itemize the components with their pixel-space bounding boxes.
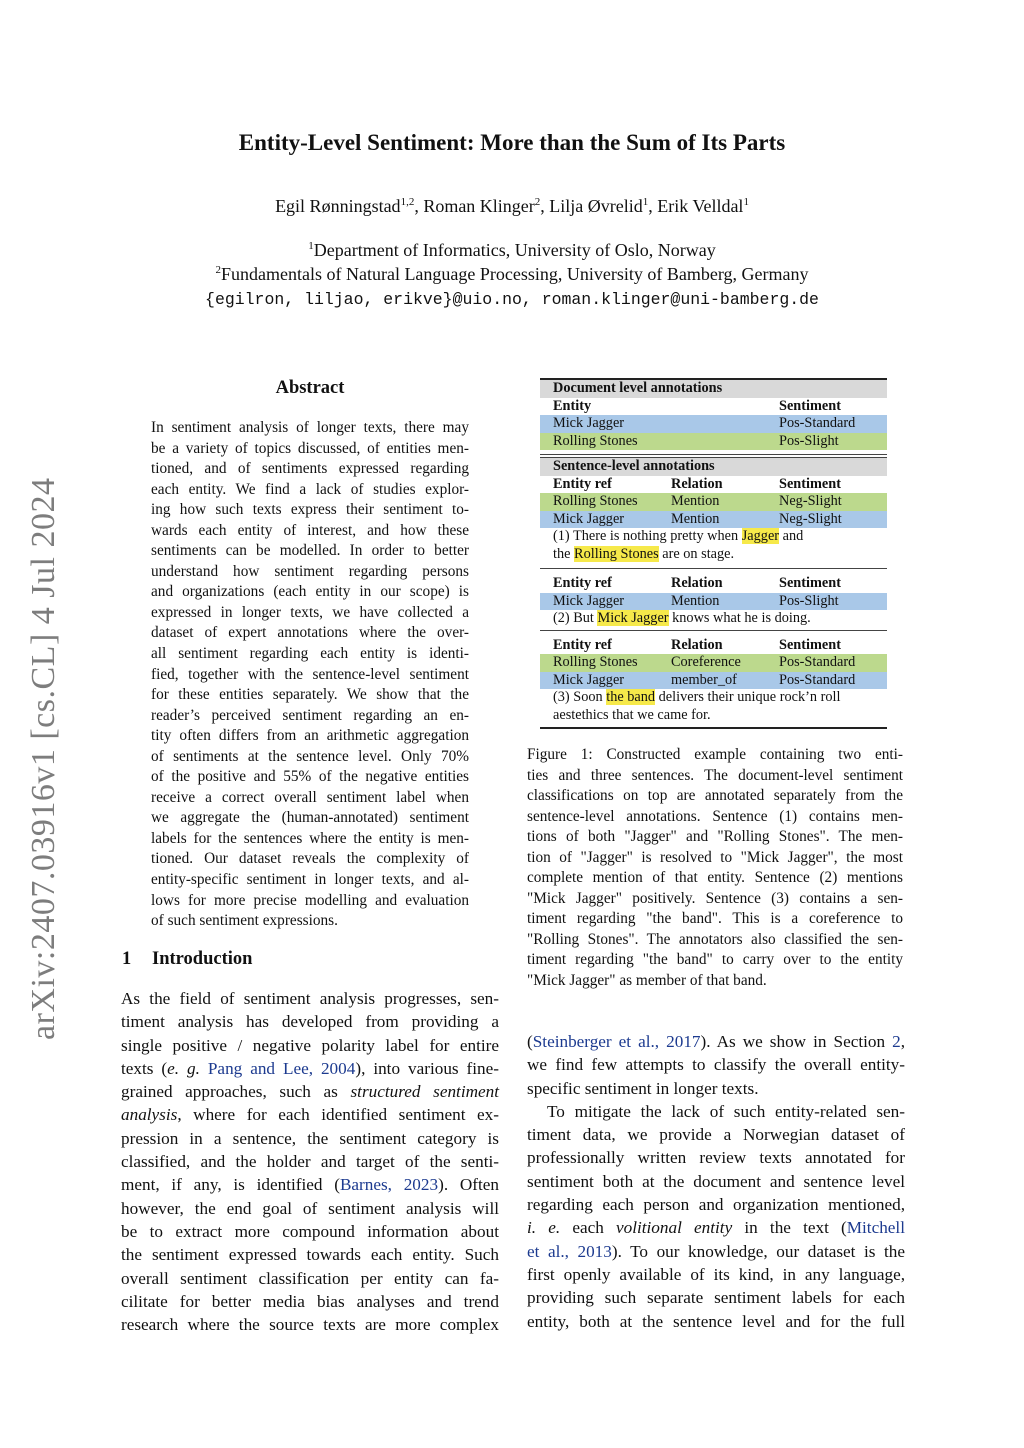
- caption-line: "Mick Jagger" positively. Sentence (3) contains a sen-: [527, 889, 903, 907]
- abstract-line: tity often differs from an arithmetic aggregation: [151, 727, 469, 745]
- doc-level-header: Document level annotations: [540, 380, 887, 398]
- abstract-line: sentiments can be modelled. In order to better: [151, 542, 469, 560]
- abstract-line: tioned, and of sentiments expressed regarding: [151, 460, 469, 478]
- author-emails: {egilron, liljao, erikve}@uio.no, roman.klinger@uni-bamberg.de: [205, 290, 819, 309]
- section-heading: [122, 949, 252, 970]
- section-ref-link[interactable]: 2: [892, 1032, 901, 1051]
- author-affiliation-mark: 2: [534, 196, 541, 208]
- caption-line: ties and three sentences. The document-level sentiment: [527, 766, 903, 784]
- abstract-line: reader’s perceived sentiment regarding an en-: [151, 706, 469, 724]
- table-row: Rolling Stones Pos-Slight: [540, 433, 887, 451]
- table-row: Rolling Stones Mention Neg-Slight: [540, 493, 887, 511]
- author-affiliation-mark: 1: [743, 196, 749, 208]
- section-number: 1: [122, 949, 132, 969]
- caption-line: "Rolling Stones". The annotators also classified the sen-: [527, 930, 903, 948]
- intro-paragraph-right: (Steinberger et al., 2017). As we show in Section 2, we find few attempts to classify the overall entity- specific sentiment in longer texts. To mitigate the lack of such entity-related sen- timent data, we provide a Norwegian dataset of professionally written review texts annotated for sentiment both at the document and sentence level regarding each person and organization mentioned, i. e. each volitional entity in the text (Mitchell et al., 2013). To our knowledge, our dataset is the first openly available of its kind, in any language, providing such separate sentiment labels for each entity, both at the sentence level and for the full: [527, 1032, 905, 1331]
- author-name: Roman Klinger: [423, 196, 535, 216]
- figure-1-table: Document level annotations Entity Sentiment Mick Jagger Pos-Standard Rolling Stones Pos-Slight Sentence-level annotations Entity ref Relation Sentiment Rolling Stones Mention Neg-Slight Mick Jagger Mention Neg-Slight (1) There is nothing pretty when Jagger and the Rolling Stones are on stage. Entity ref Relation Sentiment Mick Jagger Mention Pos-Slight (2) But Mick Jagger knows what he is doing. Entity ref Relation Sentiment Rolling Stones Coreference Pos-Standard Mick Jagger member_of Pos-Standard (3) Soon the band delivers their unique rock’n roll aestethics that we came for.: [540, 378, 887, 729]
- abstract-line: understand how sentiment regarding persons: [151, 562, 469, 580]
- author-name: Erik Velldal: [657, 196, 744, 216]
- caption-line: classifications on top are annotated separately from the: [527, 787, 903, 805]
- intro-paragraph: As the field of sentiment analysis progresses, sen- timent analysis has developed from providing a single positive / negative polarity label for entire texts (e. g. Pang and Lee, 2004), into various fine- grained approaches, such as structured sentiment analysis, where for each identified sentiment ex- pression in a sentence, the sentiment category is classified, and the holder and target of the senti- ment, if any, is identified (Barnes, 2023). Often however, the end goal of sentiment analysis will be to extract more compound information about the sentiment expressed towards each entity. Such overall sentiment classification per entity can fa- cilitate for better media bias analyses and trend research where the source texts are more complex: [121, 989, 500, 1335]
- abstract-line: for these entities separately. We show that the: [151, 686, 469, 704]
- caption-line: sentence-level annotations. Sentence (1) contains men-: [527, 807, 903, 825]
- abstract-line: receive a correct overall sentiment label when: [151, 788, 469, 806]
- citation-link[interactable]: Steinberger et al., 2017: [532, 1032, 701, 1051]
- caption-line: tion of "Jagger" is resolved to "Mick Jagger", the most: [527, 848, 903, 866]
- abstract-line: of sentiments at the sentence level. Only 70%: [151, 747, 469, 765]
- caption-line: complete mention of that entity. Sentence (2) mentions: [527, 869, 903, 887]
- citation-link[interactable]: Mitchell: [846, 1218, 905, 1238]
- sentence-level-header: Sentence-level annotations: [540, 458, 887, 476]
- citation-link[interactable]: Pang and Lee, 2004: [207, 1058, 356, 1078]
- affiliation-1: $^1$Department of Informatics, University of Oslo, Norway: [308, 240, 716, 260]
- abstract-line: be a variety of topics discussed, of entities men-: [151, 439, 469, 457]
- author-affiliation-mark: 1,2: [400, 196, 415, 208]
- section-title: Introduction: [152, 949, 253, 969]
- example-sentence-3: (3) Soon the band delivers their unique rock’n roll: [553, 689, 841, 705]
- abstract-line: entity-specific sentiment in longer texts, and al-: [151, 871, 469, 889]
- abstract-line: we aggregate the (human-annotated) sentiment: [151, 809, 469, 827]
- table-row: Mick Jagger Mention Neg-Slight: [540, 511, 887, 529]
- citation-link[interactable]: et al., 2013: [527, 1241, 612, 1261]
- abstract-body: [151, 418, 469, 932]
- abstract-line: dataset of expert annotations where the over-: [151, 624, 469, 642]
- abstract-line: In sentiment analysis of longer texts, there may: [151, 419, 469, 436]
- author-name: Egil Rønningstad: [275, 196, 401, 216]
- figure-1-caption: [527, 745, 903, 992]
- table-row: Rolling Stones Coreference Pos-Standard: [540, 654, 887, 672]
- table-row: Mick Jagger Mention Pos-Slight: [540, 593, 887, 611]
- author-affiliation-mark: 1: [642, 196, 649, 208]
- abstract-line: each entity. We find a lack of studies explor-: [151, 480, 469, 498]
- author-name: Lilja Øvrelid: [549, 196, 643, 216]
- affiliation-2: $^2$Fundamentals of Natural Language Processing, University of Bamberg, Germany: [215, 264, 809, 284]
- abstract-line: all sentiment regarding each entity is identi-: [151, 645, 469, 663]
- caption-line: "Mick Jagger" as member of that band.: [527, 972, 767, 990]
- caption-line: timent regarding "the band" to carry over to the entity: [527, 951, 903, 969]
- paper-title: Entity-Level Sentiment: More than the Sum of Its Parts: [238, 130, 786, 155]
- abstract-line: wards each entity of interest, and how these: [151, 521, 469, 539]
- abstract-line: labels for the sentences where the entity is men-: [151, 829, 469, 847]
- caption-line: timent regarding "the band". This is a coreference to: [527, 910, 903, 928]
- abstract-line: fied, together with the sentence-level sentiment: [151, 665, 469, 683]
- citation-link[interactable]: Barnes, 2023: [339, 1175, 439, 1195]
- abstract-heading: Abstract: [275, 378, 345, 398]
- abstract-line: ing how such texts express their sentiment to-: [151, 501, 469, 519]
- abstract-line: expressed in longer texts, we have collected a: [151, 603, 469, 621]
- example-sentence-1: (1) There is nothing pretty when Jagger and: [553, 528, 804, 544]
- abstract-line: and organizations (each entity in our scope) is: [151, 583, 469, 601]
- table-row: Mick Jagger member_of Pos-Standard: [540, 672, 887, 690]
- abstract-line: of such sentiment expressions.: [151, 912, 338, 930]
- abstract-line: tioned. Our dataset reveals the complexity of: [151, 850, 469, 868]
- author-list: Egil Rønningstad$^{1,2}$, Roman Klinger$^2$, Lilja Øvrelid$^1$, Erik Velldal$^1$: [275, 196, 749, 216]
- abstract-line: lows for more precise modelling and evaluation: [151, 891, 469, 909]
- caption-line: tions of both "Jagger" and "Rolling Stones". The men-: [527, 828, 903, 846]
- table-row: Mick Jagger Pos-Standard: [540, 415, 887, 433]
- arxiv-identifier: arXiv:2407.03916v1 [cs.CL] 4 Jul 2024: [25, 477, 62, 1040]
- caption-line: Figure 1: Constructed example containing two enti-: [527, 746, 903, 763]
- abstract-line: of the positive and 55% of the negative entities: [151, 768, 469, 786]
- example-sentence-2: (2) But Mick Jagger knows what he is doing.: [553, 610, 811, 626]
